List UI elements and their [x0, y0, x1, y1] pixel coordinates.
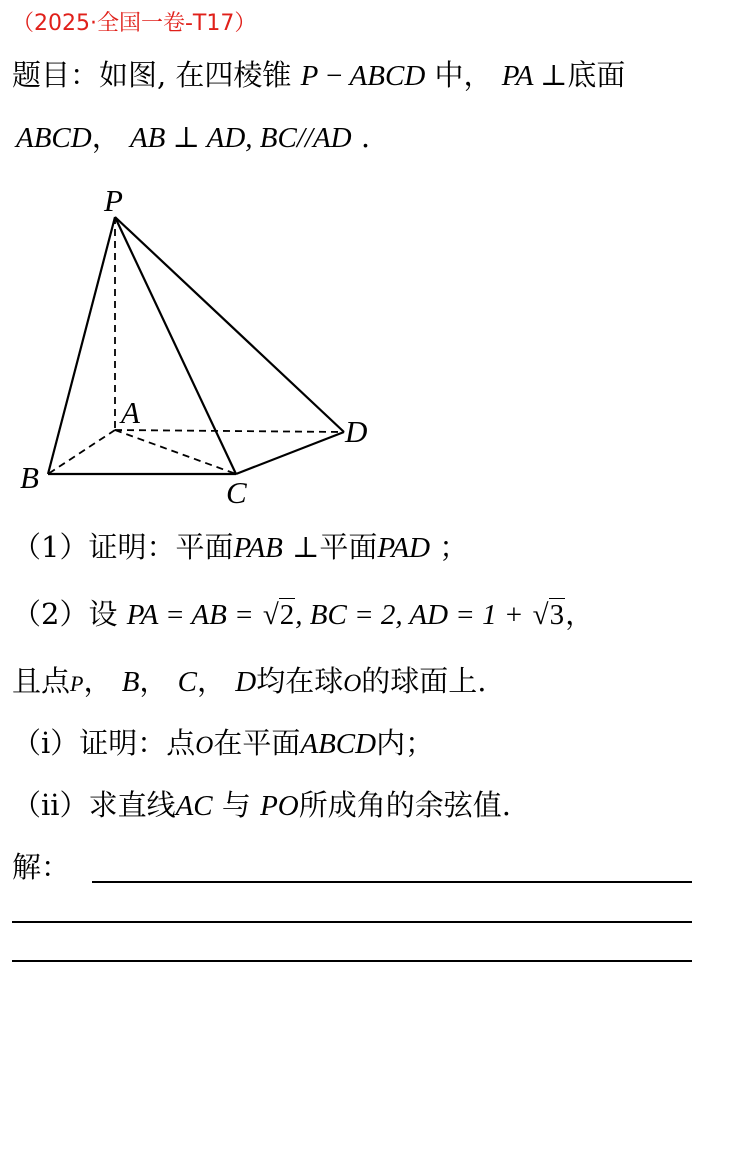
answer-line-2[interactable]	[12, 921, 692, 923]
period: .	[360, 120, 371, 154]
sqrt-3: √3	[532, 599, 565, 631]
part-1-end: ；	[439, 530, 469, 564]
part-1	[12, 530, 468, 566]
sub-ii-text-2: 与	[221, 788, 251, 822]
sub-i-plane: ABCD	[300, 728, 377, 760]
cont-text-3: 的球面上.	[361, 664, 487, 698]
sqrt-3-value: 3	[549, 599, 565, 631]
answer-line-1[interactable]	[92, 881, 692, 883]
sqrt-2-value: 2	[279, 599, 295, 631]
edge-pc	[115, 217, 236, 474]
part-1-number: （1）	[12, 530, 89, 564]
answer-label: 解：	[12, 850, 71, 884]
sep-3: ，	[197, 664, 227, 698]
cont-text-2: 均在球	[256, 664, 344, 698]
sep-1: ，	[83, 664, 113, 698]
sphere-o: O	[343, 670, 362, 697]
part-2-number: （2）	[12, 597, 89, 631]
comma: ，	[91, 120, 121, 154]
part-2-end: ，	[565, 597, 595, 631]
point-b: B	[121, 666, 140, 698]
answer-line-3[interactable]	[12, 960, 692, 962]
sub-ii-number: （ii）	[12, 788, 89, 822]
sub-ii-text-3: 所成角的余弦值.	[298, 788, 511, 822]
part-2	[12, 597, 594, 633]
source-tag: （2025·全国一卷-T17）	[12, 11, 257, 36]
line-po: PO	[260, 790, 299, 822]
part-1-text-2: 平面	[319, 530, 378, 564]
base-word: 底面	[567, 58, 626, 92]
condition-ab-ad-bc: AB ⊥ AD, BC//AD	[129, 122, 352, 154]
edge-ad-hidden	[115, 430, 344, 432]
sub-i-text-3: 内；	[376, 726, 435, 760]
edge-pb	[48, 217, 115, 474]
base-name: ABCD	[16, 122, 92, 154]
part-2-text: 设	[88, 597, 118, 631]
sub-i-text-2: 在平面	[213, 726, 301, 760]
condition-pa-perp: PA ⊥	[501, 60, 568, 92]
eq-pa-ab: PA = AB =	[126, 599, 254, 631]
sqrt-2: √2	[262, 599, 295, 631]
sub-ii-text-1: 求直线	[88, 788, 176, 822]
label-c: C	[226, 475, 247, 510]
problem-lead: 题目：如图, 在四棱锥	[12, 58, 292, 92]
sub-part-ii	[12, 788, 511, 824]
line-ac: AC	[175, 790, 213, 822]
label-a: A	[121, 395, 140, 430]
sub-i-text-1: 证明：点	[79, 726, 196, 760]
plane-pab: PAB	[233, 532, 283, 564]
part-1-text: 证明：平面	[88, 530, 234, 564]
part-2-continuation	[12, 664, 486, 700]
cont-text-1: 且点	[12, 664, 71, 698]
label-d: D	[345, 414, 368, 449]
plane-pad: PAD	[377, 532, 431, 564]
sub-i-point-o: O	[195, 732, 214, 759]
point-c: C	[177, 666, 197, 698]
point-p: P	[70, 671, 84, 696]
sep-2: ，	[139, 664, 169, 698]
label-p: P	[104, 183, 123, 218]
problem-mid: 中，	[434, 58, 493, 92]
point-d: D	[235, 666, 257, 698]
edge-pd	[115, 217, 344, 432]
eq-bc-ad: , BC = 2, AD = 1 +	[295, 599, 524, 631]
pyramid-name: P − ABCD	[300, 60, 426, 92]
sub-i-number: （i）	[12, 726, 80, 760]
edge-cd	[236, 432, 344, 474]
sub-part-i	[12, 726, 434, 762]
label-b: B	[20, 460, 39, 495]
perp-symbol: ⊥	[292, 530, 320, 564]
